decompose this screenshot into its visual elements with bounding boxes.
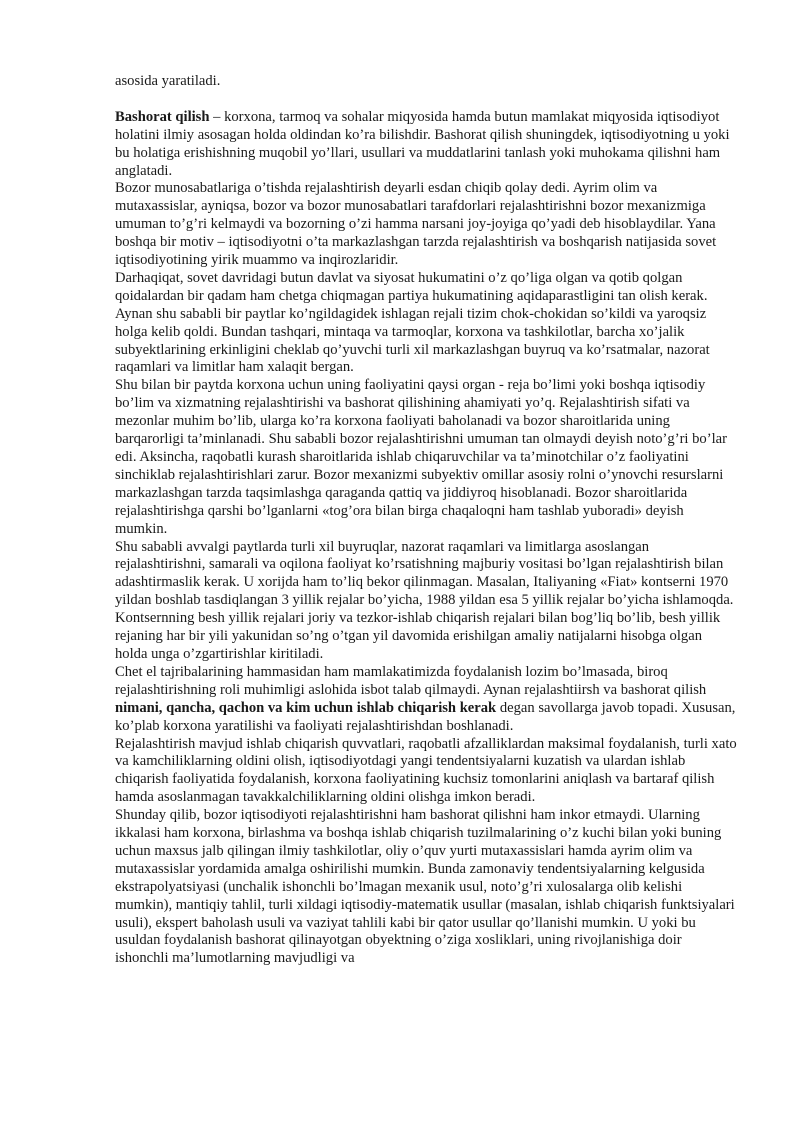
paragraph-darhaqiqat: Darhaqiqat, sovet davridagi butun davlat va siyosat hukumatini o’z qo’liga olgan va qotib qolgan qoidalardan bir qadam ham chetga chiqmagan partiya hukumatining aqidaparastligini tan olish kerak. Aynan shu sababli bir paytlar ko’ngildagidek ishlagan rejali tizim chok-chokidan so’kildi va yaroqsiz holga kelib qoldi. Bundan tashqari, mintaqa va tarmoqlar, korxona va tashkilotlar, barcha xo’jalik subyektlarining erkinligini cheklab qo’yuvchi turli xil markazlashgan buyruq va ko’rsatmalar, nazorat raqamlari va limitlar ham xalaqit bergan. xyxy=(115,269,710,376)
paragraph-continuation: asosida yaratiladi. xyxy=(115,73,221,89)
paragraph-text: degan savollarga javob topadi. Xususan, ko’plab korxona yaratilishi va faoliyati rejalashtirishdan boshlanadi. xyxy=(115,699,736,734)
document-page xyxy=(115,73,738,968)
definition-text: – korxona, tarmoq va sohalar miqyosida hamda butun mamlakat miqyosida iqtisodiyot holatini ilmiy asosagan holda oldindan ko’ra bilishdir. Bashorat qilish shuningdek, iqtisodiyotning u yoki bu holatiga erishishning muqobil yo’llari, usullari va muddatlarini tanlash yoki muhokama qilishni ham anglatadi. xyxy=(115,108,730,179)
paragraph-bozor-munosabatlari: Bozor munosabatlariga o’tishda rejalashtirish deyarli esdan chiqib qolay dedi. Ayrim olim va mutaxassislar, ayniqsa, bozor va bozor munosabatlari tarafdorlari rejalashtirishni bozor mexanizmiga umuman to’g’ri kelmaydi va bozorning o’zi hamma narsani joy-joyiga qo’yadi deb hisoblaydilar. Yana boshqa bir motiv – iqtisodiyotni o’ta markazlashgan tarzda rejalashtirish va boshqarish natijasida sovet iqtisodiyotining yirik muammo va inqirozlaridir. xyxy=(115,180,717,269)
paragraph-shunday-qilib: Shunday qilib, bozor iqtisodiyoti rejalashtirishni ham bashorat qilishni ham inkor etmaydi. Ularning ikkalasi ham korxona, birlashma va boshqa ishlab chiqarish tuzilmalarining o’z kuchi bilan yoki buning uchun maxsus jalb qilingan ilmiy tashkilotlar, oliy o’quv yurti mutaxassislari hamda ayrim olim va mutaxassislar yordamida amalga oshirilishi mumkin. Bunda zamonaviy tendentsiyalarning kelgusida ekstrapolyatsiyasi (unchalik ishonchli bo’lmagan mexanik usul, noto’g’ri xulosalarga olib kelishi mumkin), mantiqiy tahlil, turli xildagi iqtisodiy-matematik usullar (masalan, ishlab chiqarish funktsiyalari usuli), ekspert baholash usuli va vaziyat tahlili kabi bir qator usullar qo’llanishi mumkin. U yoki bu usuldan foydalanish bashorat qilinayotgan obyektning o’ziga xosliklari, uning rivojlanishiga doir ishonchli ma’lumotlarning mavjudligi va xyxy=(115,807,735,967)
paragraph-spacer xyxy=(115,91,738,109)
term-bashorat-qilish: Bashorat qilish xyxy=(115,108,210,125)
emphasis-questions: nimani, qancha, qachon va kim uchun ishlab chiqarish kerak xyxy=(115,699,497,716)
paragraph-shu-bilan: Shu bilan bir paytda korxona uchun uning faoliyatini qaysi organ - reja bo’limi yoki boshqa iqtisodiy bo’lim va xizmatning rejalashtirishi va bashorat qilishining ahamiyati yo’q. Rejalashtirish sifati va mezonlar muhim bo’lib, ularga ko’ra korxona faoliyati baholanadi va bozor sharoitlarida uning barqarorligi ta’minlanadi. Shu sababli bozor rejalashtirishni umuman tan olmaydi deyish noto’g’ri bo’lar edi. Aksincha, raqobatli kurash sharoitlarida ishlab chiqaruvchilar va ta’minotchilar o’z faoliyatini sinchiklab rejalashtirishlari zarur. Bozor mexanizmi subyektiv omillar asosiy rolni o’ynovchi resurslarni markazlashgan tarzda taqsimlashga qaraganda qattiq va jiddiyroq hisoblanadi. Bozor sharoitlarida rejalashtirishga qarshi bo’lganlarni «tog’ora bilan birga chaqaloqni ham tashlab yuboradi» deyish mumkin. xyxy=(115,377,727,537)
paragraph-text: Chet el tajribalarining hammasidan ham mamlakatimizda foydalanish lozim bo’lmasada, biroq rejalashtirishning roli muhimligi aslohida isbot talab qilmaydi. Aynan rejalashtiirsh va bashorat qilish xyxy=(115,663,707,698)
paragraph-bashorat-definition xyxy=(115,109,738,181)
paragraph-shu-sababli: Shu sababli avvalgi paytlarda turli xil buyruqlar, nazorat raqamlari va limitlarga asoslangan rejalashtirishni, samarali va oqilona faoliyat ko’rsatishning majburiy vositasi bo’lgan rejalashtirish bilan adashtirmaslik kerak. U xorijda ham to’liq bekor qilinmagan. Masalan, Italiyaning «Fiat» kontserni 1970 yildan boshlab tasdiqlangan 3 yillik rejalar bo’yicha, 1988 yildan esa 5 yillik rejalar bo’yicha ishlamoqda. Kontsernning besh yillik rejalari joriy va tezkor-ishlab chiqarish rejalari bilan bog’liq bo’lib, besh yillik rejaning har bir yili yakunidan so’ng o’tgan yil davomida erishilgan amaliy natijalarni hisobga olgan holda unga o’zgartirishlar kiritiladi. xyxy=(115,538,734,662)
paragraph-rejalashtirish: Rejalashtirish mavjud ishlab chiqarish quvvatlari, raqobatli afzalliklardan maksimal foydalanish, turli xato va kamchiliklarning oldini olish, iqtisodiyotdagi yangi tendentsiyalarni kuzatish va ulardan ishlab chiqarish faoliyatida foydalanish, korxona faoliyatining kuchsiz tomonlarini aniqlash va bartaraf qilish hamda asoslanmagan tavakkalchiliklarning oldini olishga imkon beradi. xyxy=(115,735,737,806)
paragraph-chet-el xyxy=(115,664,738,736)
